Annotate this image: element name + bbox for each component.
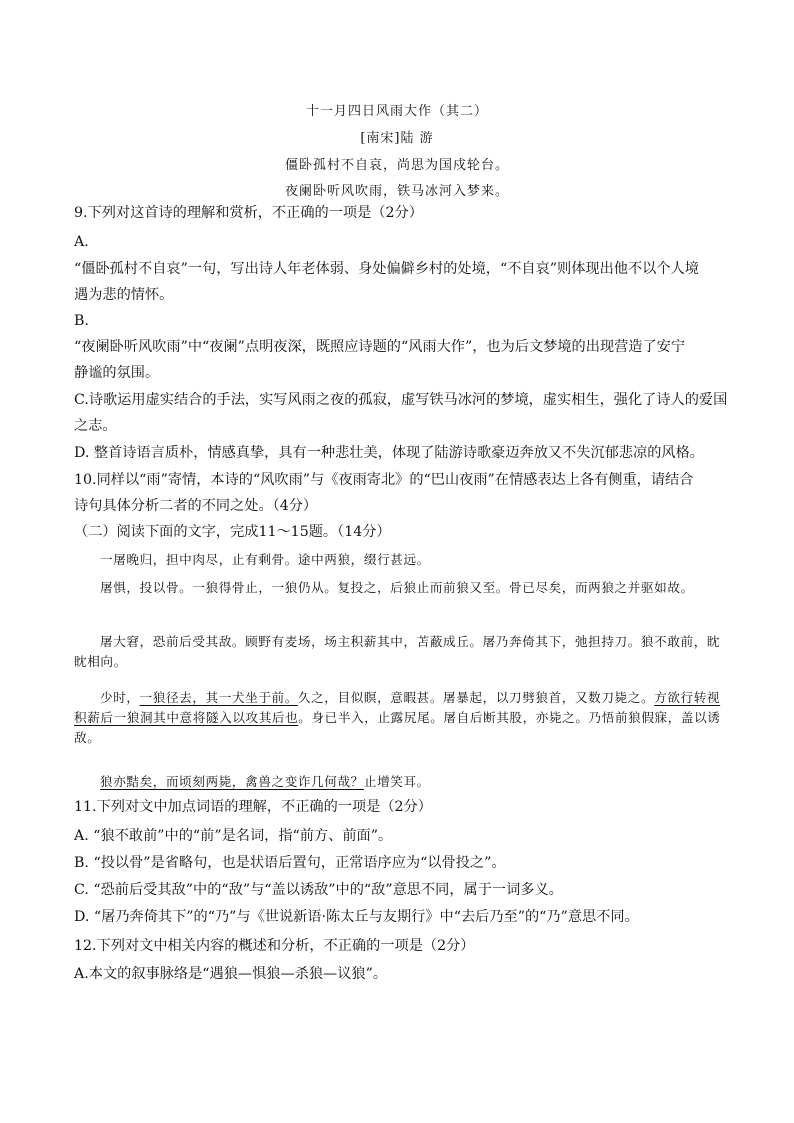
option-text: A.本文的叙事脉络是“遇狼—惧狼—杀狼—议狼”。 xyxy=(74,966,388,982)
option-text: 遇为悲的情怀。 xyxy=(74,287,174,303)
question-stem: 11.下列对文中加点词语的理解，不正确的一项是（2分） xyxy=(74,799,432,815)
option-text: 静谧的氛围。 xyxy=(74,365,160,381)
passage-text: 久之，目似瞑，意暇甚。屠暴起，以刀劈狼首，又数刀毙之。 xyxy=(297,690,655,705)
underlined-sentence: 一狼径去，其一犬坐于前。 xyxy=(139,690,298,705)
passage-paragraph xyxy=(74,688,724,748)
underlined-sentence: 狼亦黠矣，而顷刻两毙，禽兽之变诈几何哉？ xyxy=(100,774,364,789)
poem-line: 夜阑卧听风吹雨，铁马冰河入梦来。 xyxy=(284,184,509,199)
underlined-sentence: 方欲行转视积薪后一狼洞其中意将隧入以攻其后也 xyxy=(74,690,721,725)
option-label: B. xyxy=(74,313,89,329)
passage-paragraph xyxy=(74,772,724,792)
option-text: “夜阑卧听风吹雨”中“夜阑”点明夜深，既照应诗题的“风雨大作”，也为后文梦境的出现营造了安宁 xyxy=(74,339,686,355)
question-stem: 10.同样以“雨”寄情，本诗的“风吹雨”与《夜雨寄北》的“巴山夜雨”在情感表达上各有侧重，请结合 xyxy=(74,472,694,488)
poem-author: [南宋]陆 游 xyxy=(360,131,434,146)
passage-paragraph: 屠大窘，恐前后受其敌。顾野有麦场，场主积薪其中，苫蔽成丘。屠乃奔倚其下，弛担持刀。狼不敢前，眈眈相向。 xyxy=(74,634,721,669)
option-text: C. “恐前后受其敌”中的“敌”与“盖以诱敌”中的“敌”意思不同，属于一词多义。 xyxy=(74,882,563,898)
passage-text: 少时， xyxy=(100,690,140,705)
question-stem: 诗句具体分析二者的不同之处。（4分） xyxy=(74,498,318,514)
question-stem: 12.下列对文中相关内容的概述和分析，不正确的一项是（2分） xyxy=(74,938,475,954)
passage-text: 。身已半入，止露尻尾。屠自后断其股，亦毙之。乃悟前狼假寐，盖以诱敌。 xyxy=(74,710,721,745)
passage-text: 止增笑耳。 xyxy=(363,774,430,789)
option-text: 之志。 xyxy=(74,418,117,434)
poem-title: 十一月四日风雨大作（其二） xyxy=(305,104,488,119)
option-text: D. “屠乃奔倚其下”的“乃”与《世说新语·陈太丘与友期行》中“去后乃至”的“乃”意思不同。 xyxy=(74,909,639,925)
option-text: D. 整首诗语言质朴，情感真挚，具有一种悲壮美，体现了陆游诗歌豪迈奔放又不失沉郁悲凉的风格。 xyxy=(74,445,704,461)
question-stem: 9.下列对这首诗的理解和赏析，不正确的一项是（2分） xyxy=(74,205,423,221)
section-heading: （二）阅读下面的文字，完成11～15题。（14分） xyxy=(74,524,391,540)
option-text: “僵卧孤村不自哀”一句，写出诗人年老体弱、身处偏僻乡村的处境，“不自哀”则体现出他不以个人境 xyxy=(74,261,699,277)
option-text: A. “狼不敢前”中的“前”是名词，指“前方、前面”。 xyxy=(74,828,393,844)
option-label: A. xyxy=(74,234,89,250)
option-text: C.诗歌运用虚实结合的手法，实写风雨之夜的孤寂，虚写铁马冰河的梦境，虚实相生，强化了诗人的爱国 xyxy=(74,392,728,408)
poem-line: 僵卧孤村不自哀，尚思为国戍轮台。 xyxy=(284,158,509,173)
passage-paragraph: 屠惧，投以骨。一狼得骨止，一狼仍从。复投之，后狼止而前狼又至。骨已尽矣，而两狼之并驱如故。 xyxy=(100,580,694,595)
passage-paragraph: 一屠晚归，担中肉尽，止有剩骨。途中两狼，缀行甚远。 xyxy=(100,552,430,567)
option-text: B. “投以骨”是省略句，也是状语后置句，正常语序应为“以骨投之”。 xyxy=(74,855,506,871)
